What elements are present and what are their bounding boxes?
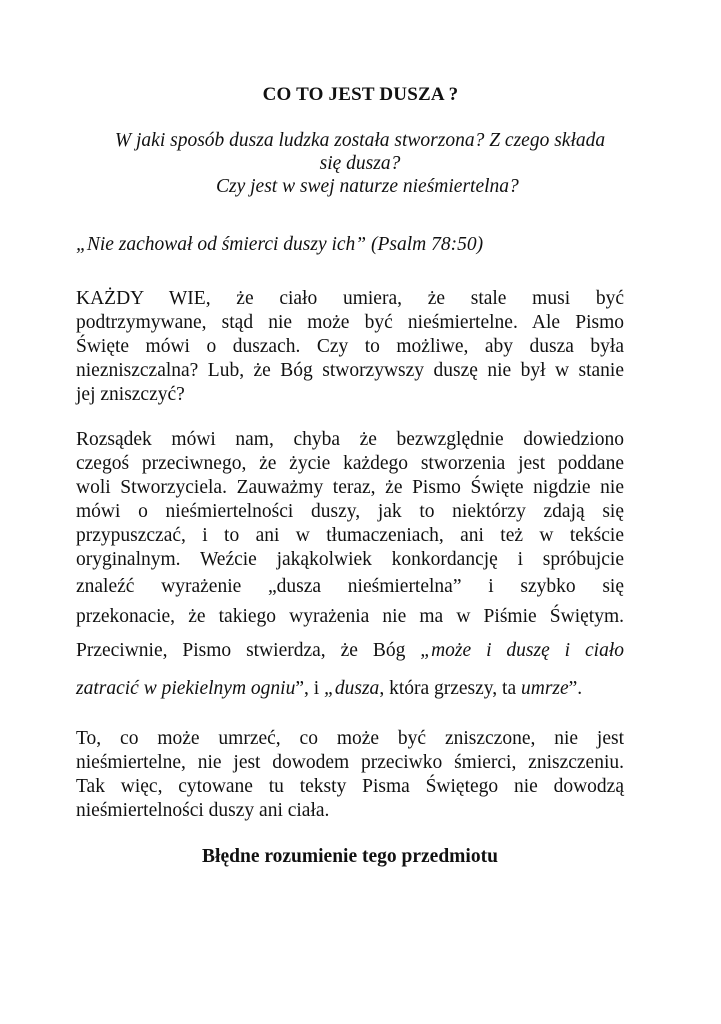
paragraph-3-line: To, co może umrzeć, co może być zniszczone, nie jest [76,728,624,749]
paragraph-2-line: oryginalnym. Weźcie jakąkolwiek konkordancję i spróbujcie [76,549,624,570]
paragraph-3-line: nieśmiertelności duszy ani ciała. [76,800,330,821]
paragraph-2-line: przekonacie, że takiego wyrażenia nie ma w Piśmie Świętym. [76,606,624,627]
paragraph-2-line-quote [76,632,624,670]
paragraph-2 [76,428,624,708]
quote-italic-text: „może i duszę i ciało [420,640,624,661]
subtitle-questions [60,129,660,198]
epigraph-quote: „Nie zachował od śmierci duszy ich” (Psalm 78:50) [76,234,484,255]
quote-italic-text: zatracić w piekielnym ogniu [76,678,296,699]
paragraph-3 [76,727,624,823]
paragraph-2-line: woli Stworzyciela. Zauważmy teraz, że Pismo Święte nigdzie nie [76,477,624,498]
subtitle-line-1: W jaki sposób dusza ludzka została stworzona? Z czego składa [114,130,606,151]
quote-intro-text: Przeciwnie, Pismo stwierdza, że Bóg [76,640,421,661]
paragraph-3-line: Tak więc, cytowane tu teksty Pisma Świętego nie dowodzą [76,776,624,797]
paragraph-2-line: czegoś przeciwnego, że życie każdego stworzenia jest poddane [76,453,624,474]
paragraph-1-line: podtrzymywane, stąd nie może być nieśmiertelne. Ale Pismo [76,312,624,333]
paragraph-2-line: Rozsądek mówi nam, chyba że bezwzględnie dowiedziono [76,429,624,450]
paragraph-1 [76,287,624,407]
section-heading: Błędne rozumienie tego przedmiotu [202,846,498,867]
paragraph-1-line: niezniszczalna? Lub, że Bóg stworzywszy duszę nie był w stanie [76,360,624,381]
subtitle-line-2: się dusza? [319,153,401,174]
quote-italic-text: umrze [520,678,569,699]
paragraph-1-line: jej zniszczyć? [76,384,185,405]
quote-plain-text: ”, i [295,678,325,699]
paragraph-2-line: mówi o nieśmiertelności duszy, jak to niektórzy zdają się [76,501,624,522]
quote-italic-text: „dusza [324,678,380,699]
paragraph-3-line: nieśmiertelne, nie jest dowodem przeciwko śmierci, zniszczeniu. [76,752,624,773]
paragraph-1-line: Święte mówi o duszach. Czy to możliwe, aby dusza była [76,336,624,357]
paragraph-2-line-quote-end [76,670,624,708]
paragraph-2-line: przypuszczać, i to ani w tłumaczeniach, ani też w tekście [76,525,624,546]
page-title: CO TO JEST DUSZA ? [262,84,459,105]
subtitle-line-3: Czy jest w swej naturze nieśmiertelna? [216,176,519,197]
paragraph-1-line: KAŻDY WIE, że ciało umiera, że stale musi być [76,288,624,309]
quote-plain-text: ”. [568,678,583,699]
quote-plain-text: , która grzeszy, ta [379,678,521,699]
paragraph-2-line: znaleźć wyrażenie „dusza nieśmiertelna” i szybko się [76,576,624,597]
